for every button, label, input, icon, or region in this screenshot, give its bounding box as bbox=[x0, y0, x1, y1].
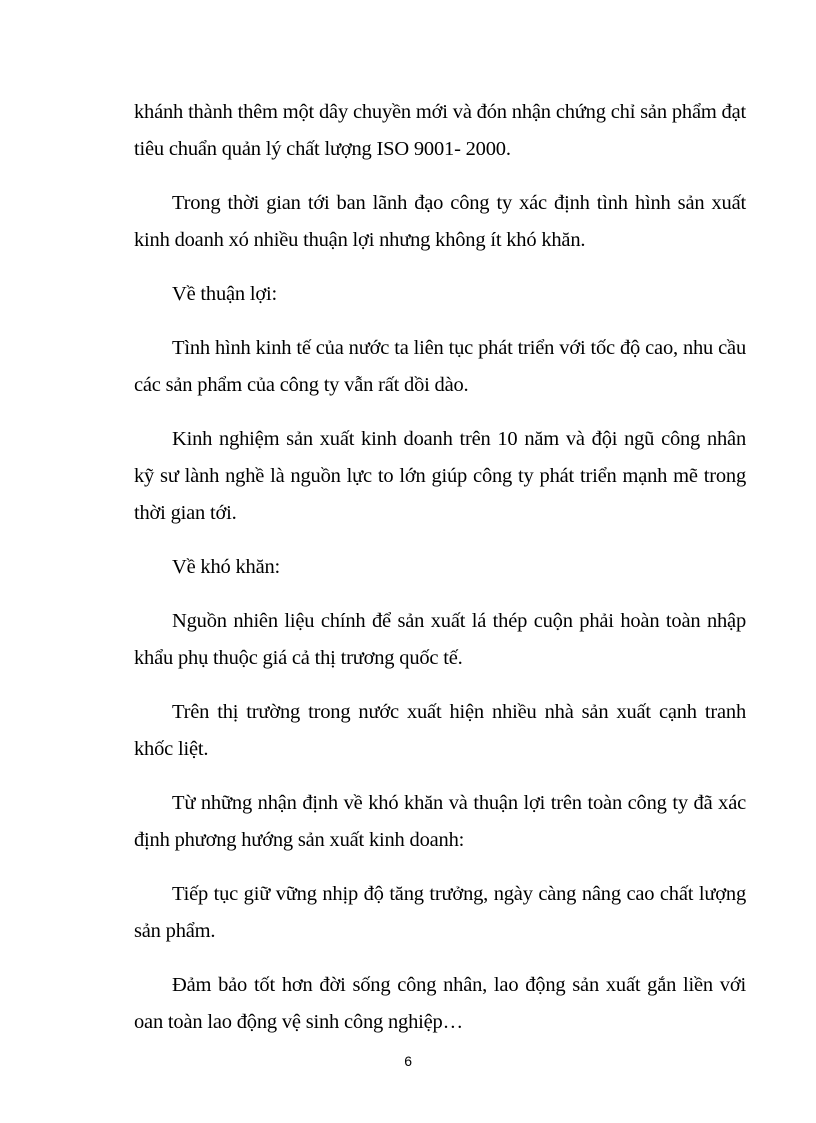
heading-difficulties: Về khó khăn: bbox=[172, 556, 281, 578]
paragraph-outlook: Trong thời gian tới ban lãnh đạo công ty xác định tình hình sản xuất kinh doanh xó nhiều thuận lợi nhưng không ít khó khăn. bbox=[134, 192, 746, 251]
paragraph-continuation: khánh thành thêm một dây chuyền mới và đón nhận chứng chỉ sản phẩm đạt tiêu chuẩn quản lý chất lượng ISO 9001- 2000. bbox=[134, 101, 746, 160]
paragraph-competition: Trên thị trường trong nước xuất hiện nhiều nhà sản xuất cạnh tranh khốc liệt. bbox=[134, 701, 746, 760]
page-number: 6 bbox=[404, 1053, 412, 1069]
paragraph-economy: Tình hình kinh tế của nước ta liên tục phát triển với tốc độ cao, nhu cầu các sản phẩm của công ty vẫn rất dồi dào. bbox=[134, 337, 746, 396]
paragraph-raw-materials: Nguồn nhiên liệu chính để sản xuất lá thép cuộn phải hoàn toàn nhập khẩu phụ thuộc giá cả thị trương quốc tế. bbox=[134, 610, 746, 669]
body-text bbox=[134, 94, 746, 1058]
paragraph-workers: Đảm bảo tốt hơn đời sống công nhân, lao động sản xuất gắn liền với oan toàn lao động vệ sinh công nghiệp… bbox=[134, 974, 746, 1033]
paragraph-experience: Kinh nghiệm sản xuất kinh doanh trên 10 năm và đội ngũ công nhân kỹ sư lành nghề là nguồn lực to lớn giúp công ty phát triển mạnh mẽ trong thời gian tới. bbox=[134, 428, 746, 524]
heading-advantages: Về thuận lợi: bbox=[172, 283, 278, 305]
paragraph-growth: Tiếp tục giữ vững nhịp độ tăng trưởng, ngày càng nâng cao chất lượng sản phẩm. bbox=[134, 883, 746, 942]
paragraph-direction: Từ những nhận định về khó khăn và thuận lợi trên toàn công ty đã xác định phương hướng sản xuất kinh doanh: bbox=[134, 792, 746, 851]
